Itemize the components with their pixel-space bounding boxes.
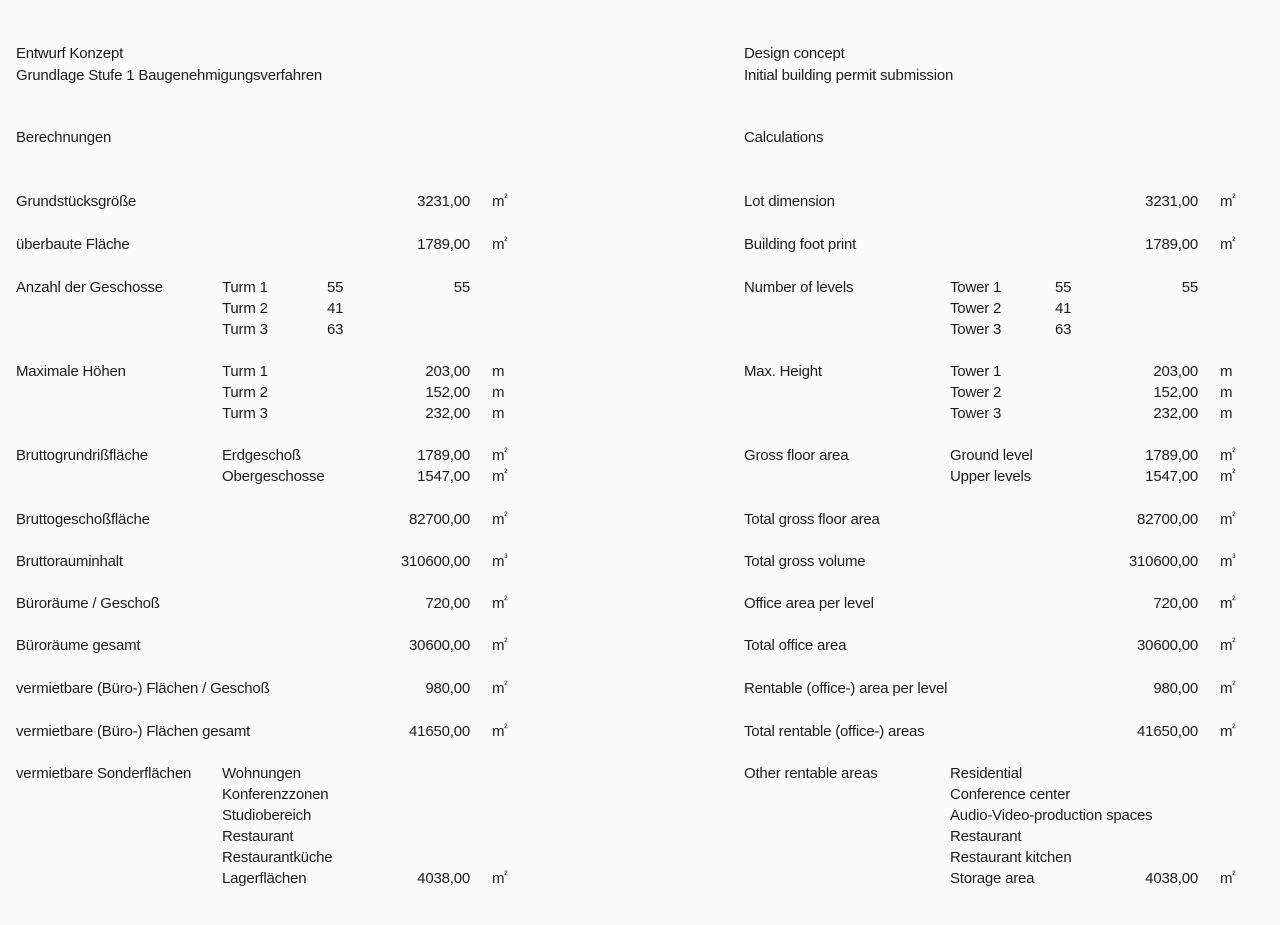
item-unit: $m^{^2}$ xyxy=(1220,447,1236,464)
row-total: 41650,00 xyxy=(409,723,470,740)
item-name: Turm 2 xyxy=(222,300,268,317)
row-label: Bruttogeschoßfläche xyxy=(16,511,150,528)
item-count: 63 xyxy=(327,321,344,338)
row-unit: $m^{^2}$ xyxy=(1220,637,1236,654)
item-name: Upper levels xyxy=(950,468,1031,485)
item-value: 4038,00 xyxy=(417,870,470,887)
item-value: 232,00 xyxy=(1153,405,1198,422)
item-name: Obergeschosse xyxy=(222,468,325,485)
row-label: Total gross floor area xyxy=(744,511,880,528)
item-count: 41 xyxy=(327,300,344,317)
row-label: Grundstücksgröße xyxy=(16,193,137,210)
item-unit: $m^{^2}$ xyxy=(492,468,508,485)
row-label: Bruttogrundrißfläche xyxy=(16,447,148,464)
item-name: Tower 1 xyxy=(950,279,1002,296)
row-unit: $m^{^2}$ xyxy=(1220,236,1236,253)
row-unit: $m^{^2}$ xyxy=(492,723,508,740)
item-name: Tower 2 xyxy=(950,384,1002,401)
item-name: Erdgeschoß xyxy=(222,447,301,464)
english-column xyxy=(728,0,1280,925)
item-unit: m xyxy=(1220,384,1233,401)
row-label: Number of levels xyxy=(744,279,854,296)
item-name: Ground level xyxy=(950,447,1033,464)
item-value: 1547,00 xyxy=(1145,468,1198,485)
row-total: 1789,00 xyxy=(1145,236,1198,253)
item-unit: m xyxy=(492,384,505,401)
row-unit: $m^{^2}$ xyxy=(492,193,508,210)
item-value: 4038,00 xyxy=(1145,870,1198,887)
item-value: 152,00 xyxy=(1153,384,1198,401)
item-name: Tower 1 xyxy=(950,363,1002,380)
item-name: Restaurant kitchen xyxy=(950,849,1072,866)
row-label: Büroräume gesamt xyxy=(16,637,141,654)
item-unit: $m^{^2}$ xyxy=(492,870,508,887)
row-label: Gross floor area xyxy=(744,447,849,464)
item-name: Turm 3 xyxy=(222,405,268,422)
row-label: Bruttorauminhalt xyxy=(16,553,123,570)
row-total: 55 xyxy=(1181,279,1198,296)
row-total: 3231,00 xyxy=(417,193,470,210)
item-value: 203,00 xyxy=(425,363,470,380)
row-total: 30600,00 xyxy=(409,637,470,654)
item-name: Storage area xyxy=(950,870,1035,887)
item-value: 1789,00 xyxy=(1145,447,1198,464)
item-name: Tower 2 xyxy=(950,300,1002,317)
item-name: Turm 1 xyxy=(222,279,268,296)
row-unit: $m^{^2}$ xyxy=(492,680,508,697)
row-label: Total gross volume xyxy=(744,553,866,570)
item-name: Restaurant xyxy=(222,828,294,845)
item-count: 41 xyxy=(1055,300,1072,317)
item-name: Turm 3 xyxy=(222,321,268,338)
row-total: 82700,00 xyxy=(1137,511,1198,528)
header-line: Design concept xyxy=(744,45,845,62)
row-unit: $m^{^2}$ xyxy=(1220,193,1236,210)
item-unit: $m^{^2}$ xyxy=(1220,468,1236,485)
row-unit: $m^{^2}$ xyxy=(492,511,508,528)
section-title: Berechnungen xyxy=(16,129,112,146)
item-count: 55 xyxy=(327,279,344,296)
row-label: Büroräume / Geschoß xyxy=(16,595,160,612)
item-name: Turm 1 xyxy=(222,363,268,380)
item-value: 203,00 xyxy=(1153,363,1198,380)
item-name: Konferenzzonen xyxy=(222,786,329,803)
header-line: Grundlage Stufe 1 Baugenehmigungsverfahren xyxy=(16,67,322,84)
header-line: Entwurf Konzept xyxy=(16,45,124,62)
row-total: 310600,00 xyxy=(1128,553,1198,570)
item-unit: m xyxy=(1220,363,1233,380)
item-name: Tower 3 xyxy=(950,321,1002,338)
row-unit: $m^{^3}$ xyxy=(492,553,508,570)
row-total: 720,00 xyxy=(1153,595,1198,612)
item-unit: m xyxy=(492,363,505,380)
row-label: Building foot print xyxy=(744,236,857,253)
row-total: 55 xyxy=(453,279,470,296)
item-value: 1547,00 xyxy=(417,468,470,485)
item-count: 55 xyxy=(1055,279,1072,296)
item-name: Studiobereich xyxy=(222,807,312,824)
row-label: Total rentable (office-) areas xyxy=(744,723,925,740)
item-name: Tower 3 xyxy=(950,405,1002,422)
item-unit: $m^{^2}$ xyxy=(1220,870,1236,887)
row-total: 30600,00 xyxy=(1137,637,1198,654)
row-label: Office area per level xyxy=(744,595,874,612)
row-label: vermietbare Sonderflächen xyxy=(16,765,192,782)
row-unit: $m^{^2}$ xyxy=(1220,680,1236,697)
row-label: vermietbare (Büro-) Flächen gesamt xyxy=(16,723,251,740)
row-label: Total office area xyxy=(744,637,847,654)
item-name: Lagerflächen xyxy=(222,870,307,887)
row-label: vermietbare (Büro-) Flächen / Geschoß xyxy=(16,680,270,697)
row-unit: $m^{^2}$ xyxy=(492,637,508,654)
item-value: 232,00 xyxy=(425,405,470,422)
row-label: Lot dimension xyxy=(744,193,835,210)
item-unit: $m^{^2}$ xyxy=(492,447,508,464)
row-unit: $m^{^2}$ xyxy=(1220,595,1236,612)
section-title: Calculations xyxy=(744,129,824,146)
item-name: Residential xyxy=(950,765,1023,782)
row-unit: $m^{^2}$ xyxy=(492,595,508,612)
row-total: 41650,00 xyxy=(1137,723,1198,740)
item-name: Conference center xyxy=(950,786,1071,803)
item-count: 63 xyxy=(1055,321,1072,338)
row-unit: $m^{^2}$ xyxy=(1220,723,1236,740)
header-line: Initial building permit submission xyxy=(744,67,954,84)
row-label: Max. Height xyxy=(744,363,822,380)
row-total: 1789,00 xyxy=(417,236,470,253)
row-total: 980,00 xyxy=(425,680,470,697)
item-name: Audio-Video-production spaces xyxy=(950,807,1153,824)
row-total: 82700,00 xyxy=(409,511,470,528)
row-unit: $m^{^2}$ xyxy=(492,236,508,253)
row-total: 310600,00 xyxy=(400,553,470,570)
item-value: 1789,00 xyxy=(417,447,470,464)
item-name: Restaurantküche xyxy=(222,849,333,866)
row-total: 720,00 xyxy=(425,595,470,612)
row-label: Rentable (office-) area per level xyxy=(744,680,948,697)
item-name: Wohnungen xyxy=(222,765,301,782)
row-unit: $m^{^2}$ xyxy=(1220,511,1236,528)
row-label: Anzahl der Geschosse xyxy=(16,279,163,296)
row-unit: $m^{^3}$ xyxy=(1220,553,1236,570)
row-label: Other rentable areas xyxy=(744,765,878,782)
item-name: Turm 2 xyxy=(222,384,268,401)
item-unit: m xyxy=(492,405,505,422)
item-name: Restaurant xyxy=(950,828,1022,845)
item-unit: m xyxy=(1220,405,1233,422)
item-value: 152,00 xyxy=(425,384,470,401)
row-total: 3231,00 xyxy=(1145,193,1198,210)
row-label: Maximale Höhen xyxy=(16,363,126,380)
row-label: überbaute Fläche xyxy=(16,236,130,253)
row-total: 980,00 xyxy=(1153,680,1198,697)
